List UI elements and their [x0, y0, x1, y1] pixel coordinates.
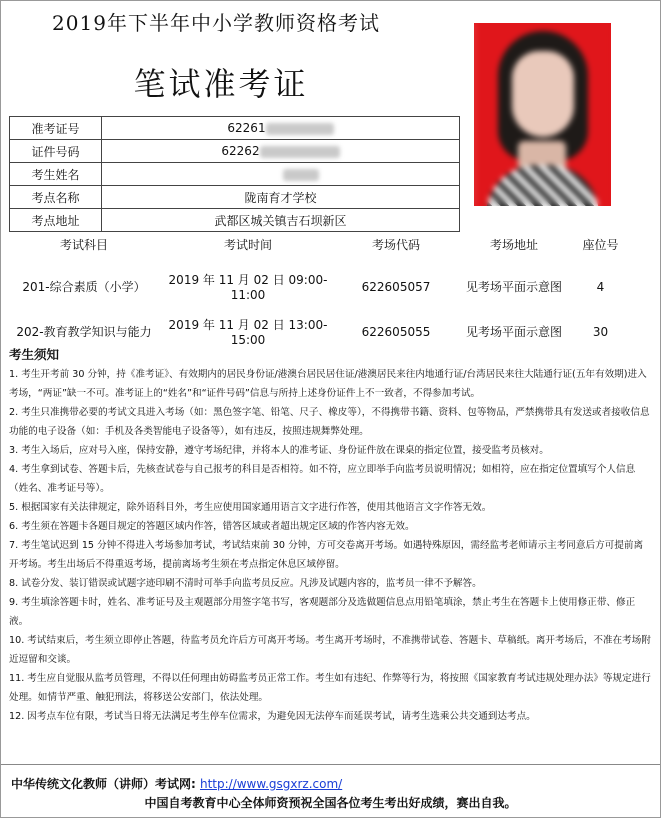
- notice-item: 12. 因考点车位有限，考试当日将无法满足考生停车位需求，为避免因无法停车而延误考试，请考生选乘公共交通到达考点。: [9, 711, 536, 722]
- redaction-mask: [283, 169, 319, 181]
- info-label: 证件号码: [10, 140, 102, 163]
- notice-item: 4. 考生拿到试卷、答题卡后，先核查试卷与自己报考的科目是否相符。如不符，应立即举手向监考员说明情况；如相符，应在指定位置填写个人信息（姓名、准考证号等）。: [9, 464, 636, 494]
- candidate-info-table: [9, 116, 460, 232]
- seat-cell: 30: [592, 324, 609, 339]
- room-address-cell: 见考场平面示意图: [465, 325, 562, 339]
- notice-item: 6. 考生须在答题卡各题目规定的答题区域内作答，错答区域或者超出规定区域的作答内容无效。: [9, 521, 415, 532]
- id-number-prefix: 62262: [221, 144, 260, 158]
- column-header: 考场代码: [371, 237, 420, 252]
- notice-item: 2. 考生只准携带必要的考试文具进入考场（如：黑色签字笔、铅笔、尺子、橡皮等），不得携带书籍、资料、包等物品，严禁携带具有发送或者接收信息功能的电子设备（如：手机及各类智能电子设备等），如有违反，按照违规舞弊处理。: [9, 407, 650, 437]
- footer-site-link[interactable]: http://www.gsgxrz.com/: [199, 777, 343, 791]
- notice-heading: 考生须知: [9, 347, 60, 362]
- schedule-row: [9, 317, 658, 346]
- subject-cell: 202-教育教学知识与能力: [16, 325, 152, 339]
- info-row-name: [10, 163, 460, 186]
- column-header: 座位号: [582, 237, 619, 252]
- column-header: 考试科目: [59, 237, 108, 252]
- info-label: 准考证号: [10, 117, 102, 140]
- seat-cell: 4: [596, 279, 605, 294]
- info-label: 考点地址: [10, 209, 102, 232]
- info-value-id-number: [102, 140, 460, 163]
- info-row-ticket-number: [10, 117, 460, 140]
- info-label: 考生姓名: [10, 163, 102, 186]
- room-code-cell: 622605055: [361, 324, 431, 339]
- notice-item: 3. 考生入场后，应对号入座，保持安静，遵守考场纪律，并将本人的准考证、身份证件放在课桌的指定位置，接受监考员核对。: [9, 445, 549, 456]
- candidate-notice: [9, 345, 652, 726]
- time-cell: 2019 年 11 月 02 日 09:00-11:00: [168, 273, 328, 302]
- exam-schedule: [9, 233, 658, 346]
- column-header: 考场地址: [489, 237, 538, 252]
- exam-title: 2019年下半年中小学教师资格考试: [52, 11, 380, 35]
- info-value-ticket-number: [102, 117, 460, 140]
- ticket-title: 笔试准考证: [133, 65, 309, 103]
- subject-cell: 201-综合素质（小学）: [22, 280, 146, 294]
- room-code-cell: 622605057: [361, 279, 431, 294]
- notice-item: 8. 试卷分发、装订错误或试题字迹印刷不清时可举手向监考员反应。凡涉及试题内容的，监考员一律不予解答。: [9, 578, 482, 589]
- redaction-mask: [260, 146, 340, 158]
- notice-item: 5. 根据国家有关法律规定，除外语科目外，考生应使用国家通用语言文字进行作答，使用其他语言文字作答无效。: [9, 502, 492, 513]
- footer: [1, 764, 660, 811]
- info-row-venue-name: [10, 186, 460, 209]
- redaction-mask: [266, 123, 334, 135]
- candidate-photo: [474, 23, 611, 206]
- notice-item: 9. 考生填涂答题卡时，姓名、准考证号及主观题部分用签字笔书写，客观题部分及选做题信息点用铅笔填涂，禁止考生在答题卡上使用修正带、修正液。: [9, 597, 636, 627]
- schedule-row: [9, 272, 658, 301]
- info-value-name: [102, 163, 460, 186]
- notice-item: 7. 考生笔试迟到 15 分钟不得进入考场参加考试，考试结束前 30 分钟，方可交卷离开考场。如遇特殊原因，需经监考老师请示主考同意后方可提前离开考场。考生出场后不得重返考场，提前离场考生须在考点指定休息区域停留。: [9, 540, 644, 570]
- notice-item: 11. 考生应自觉服从监考员管理，不得以任何理由妨碍监考员正常工作。考生如有违纪、作弊等行为，将按照《国家教育考试违规处理办法》等规定进行处理。如情节严重、触犯刑法，将移送公安部门，依法处理。: [9, 673, 651, 703]
- info-row-venue-address: [10, 209, 460, 232]
- footer-site-line: [11, 775, 660, 792]
- schedule-header: [9, 233, 658, 255]
- info-value-venue-address: 武都区城关镇吉石坝新区: [102, 209, 460, 232]
- notice-item: 10. 考试结束后，考生须立即停止答题，待监考员允许后方可离开考场。考生离开考场时，不准携带试卷、答题卡、草稿纸。离开考场后，不准在考场附近逗留和交谈。: [9, 635, 651, 665]
- info-value-venue-name: 陇南育才学校: [102, 186, 460, 209]
- room-address-cell: 见考场平面示意图: [465, 280, 562, 294]
- notice-item: 1. 考生开考前 30 分钟，持《准考证》、有效期内的居民身份证/港澳台居民居住证/港澳居民来往内地通行证/台湾居民来往大陆通行证(五年有效期)进入考场，“两证”缺一不可。准考证上的“姓名”和“证件号码”信息与所持上述身份证件上不一致者，不得参加考试。: [9, 369, 647, 399]
- column-header: 考试时间: [223, 237, 272, 252]
- info-row-id-number: [10, 140, 460, 163]
- footer-site-label: 中华传统文化教师（讲师）考试网:: [11, 777, 200, 791]
- ticket-number-prefix: 62261: [227, 121, 266, 135]
- footer-slogan: 中国自考教育中心全体师资预祝全国各位考生考出好成绩，赛出自我。: [144, 796, 517, 810]
- photo-blur: [474, 23, 611, 206]
- info-label: 考点名称: [10, 186, 102, 209]
- time-cell: 2019 年 11 月 02 日 13:00-15:00: [168, 318, 328, 347]
